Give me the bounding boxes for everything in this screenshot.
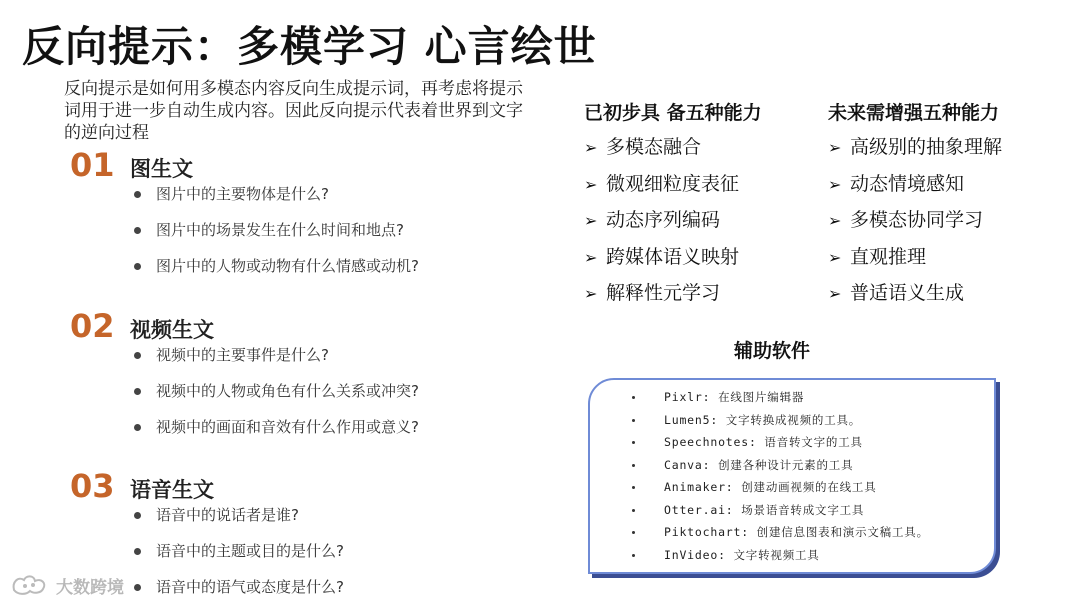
arrow-right-icon: ➢	[584, 211, 598, 230]
bullet-icon	[134, 424, 141, 431]
capability-list	[828, 134, 1002, 317]
list-item: Speechnotes: 语音转文字的工具	[618, 431, 929, 454]
bullet-icon	[632, 419, 635, 422]
section-header	[70, 467, 540, 503]
arrow-right-icon: ➢	[828, 211, 842, 230]
watermark-text: 大数跨境	[56, 577, 124, 598]
bullet-icon	[632, 554, 635, 557]
section-header	[70, 307, 540, 343]
arrow-right-icon: ➢	[584, 247, 598, 267]
list-item: 语音中的主题或目的是什么?	[132, 539, 540, 575]
arrow-right-icon: ➢	[584, 174, 598, 194]
section-video-to-text	[70, 307, 540, 451]
section-title: 视频生文	[130, 318, 214, 342]
bullet-icon	[134, 512, 141, 519]
list-item: ➢ 多模态融合	[584, 134, 762, 171]
software-list	[618, 386, 929, 566]
aux-software-title: 辅助软件	[734, 340, 811, 362]
list-item: Canva: 创建各种设计元素的工具	[618, 454, 929, 477]
watermark	[10, 572, 124, 598]
bullet-icon	[632, 464, 635, 467]
question-list	[132, 343, 540, 451]
list-item: Lumen5: 文字转换成视频的工具。	[618, 409, 929, 432]
list-item: ➢ 解释性元学习	[584, 280, 762, 317]
list-item: Animaker: 创建动画视频的在线工具	[618, 476, 929, 499]
list-item: Piktochart: 创建信息图表和演示文稿工具。	[618, 521, 929, 544]
future-capabilities	[828, 98, 1002, 317]
arrow-right-icon: ➢	[584, 138, 598, 157]
bullet-icon	[134, 263, 141, 270]
list-item: 图片中的人物或动物有什么情感或动机?	[132, 254, 540, 290]
capability-list	[584, 134, 762, 317]
list-item: 语音中的说话者是谁?	[132, 503, 540, 539]
list-item: ➢ 高级别的抽象理解	[828, 134, 1002, 171]
arrow-right-icon: ➢	[828, 247, 842, 267]
list-item: ➢ 动态序列编码	[584, 207, 762, 244]
list-item: ➢ 直观推理	[828, 244, 1002, 281]
list-item: ➢ 多模态协同学习	[828, 207, 1002, 244]
arrow-right-icon: ➢	[828, 284, 842, 303]
list-item: ➢ 动态情境感知	[828, 171, 1002, 208]
bullet-icon	[632, 509, 635, 512]
section-header	[70, 146, 540, 182]
bullet-icon	[632, 441, 635, 444]
list-item: 语音中的语气或态度是什么?	[132, 575, 540, 607]
bullet-icon	[632, 396, 635, 399]
future-capabilities-title: 未来需增强五种能力	[828, 102, 1000, 124]
bullet-icon	[134, 548, 141, 555]
current-capabilities	[584, 98, 762, 317]
question-list	[132, 182, 540, 290]
section-number: 01	[70, 146, 115, 184]
list-item: 图片中的场景发生在什么时间和地点?	[132, 218, 540, 254]
section-title: 语音生文	[130, 478, 214, 502]
list-item: InVideo: 文字转视频工具	[618, 544, 929, 567]
list-item: Pixlr: 在线图片编辑器	[618, 386, 929, 409]
section-audio-to-text	[70, 467, 540, 607]
current-capabilities-title: 已初步具 备五种能力	[584, 102, 762, 124]
bullet-icon	[134, 191, 141, 198]
arrow-right-icon: ➢	[828, 138, 842, 157]
section-number: 03	[70, 467, 115, 505]
arrow-right-icon: ➢	[828, 174, 842, 194]
list-item: 图片中的主要物体是什么?	[132, 182, 540, 218]
bullet-icon	[134, 388, 141, 395]
bullet-icon	[632, 486, 635, 489]
list-item: ➢ 微观细粒度表征	[584, 171, 762, 208]
bullet-icon	[134, 584, 141, 591]
section-number: 02	[70, 307, 115, 345]
list-item: 视频中的主要事件是什么?	[132, 343, 540, 379]
aux-software-box	[588, 378, 996, 574]
brand-logo-icon	[10, 572, 50, 598]
section-image-to-text	[70, 146, 540, 290]
list-item: 视频中的画面和音效有什么作用或意义?	[132, 415, 540, 451]
question-list	[132, 503, 540, 607]
list-item: Otter.ai: 场景语音转成文字工具	[618, 499, 929, 522]
list-item: ➢ 普适语义生成	[828, 280, 1002, 317]
bullet-icon	[134, 352, 141, 359]
bullet-icon	[632, 531, 635, 534]
page-title: 反向提示：多模学习 心言绘世	[22, 22, 597, 71]
section-title: 图生文	[130, 157, 193, 181]
list-item: 视频中的人物或角色有什么关系或冲突?	[132, 379, 540, 415]
list-item: ➢ 跨媒体语义映射	[584, 244, 762, 281]
intro-paragraph: 反向提示是如何用多模态内容反向生成提示词，再考虑将提示词用于进一步自动生成内容。因此反向提示代表着世界到文字的逆向过程	[64, 79, 523, 143]
bullet-icon	[134, 227, 141, 234]
arrow-right-icon: ➢	[584, 284, 598, 303]
